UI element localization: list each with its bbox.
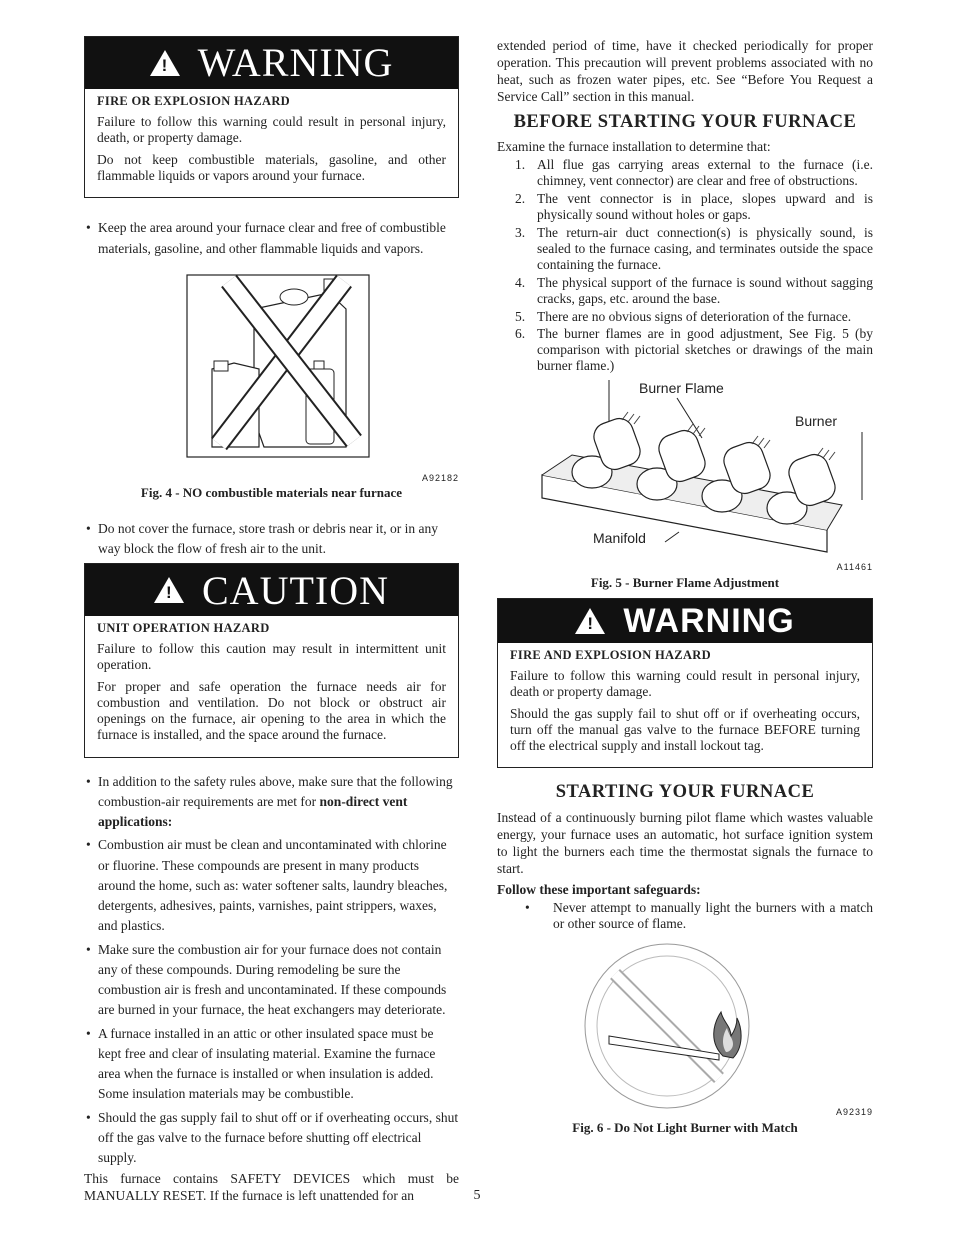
bullet-do-not-cover: • Do not cover the furnace, store trash or debris near it, or in any way block the flow of fresh air to the unit. [84, 519, 459, 560]
step-text: The vent connector is in place, slopes upward and is physically sound without holes or gaps. [537, 191, 873, 223]
before-starting-heading: BEFORE STARTING YOUR FURNACE [513, 111, 857, 132]
safeguards-label: Follow these important safeguards: [497, 881, 701, 897]
step-item [515, 191, 873, 223]
bullet-text: In addition to the safety rules above, make sure that the following combustion-air requirements are met for [98, 773, 453, 809]
warning-box-fire-explosion [84, 36, 459, 198]
safety-devices-paragraph: This furnace contains SAFETY DEVICES which must be MANUALLY RESET. If the furnace is left unattended for an [84, 1171, 459, 1204]
step-number: 1. [515, 157, 526, 173]
step-text: There are no obvious signs of deterioration of the furnace. [537, 308, 852, 324]
step-text: The burner flames are in good adjustment, See Fig. 5 (by comparison with pictorial sketches or drawings of the main burner flame.) [537, 326, 873, 374]
left-column [84, 36, 459, 1205]
page-number: 5 [473, 1188, 481, 1203]
figure-4 [84, 269, 459, 501]
figure-caption: Fig. 6 - Do Not Light Burner with Match [572, 1120, 798, 1136]
figure-6 [497, 938, 873, 1136]
step-item [515, 326, 873, 374]
no-match-illustration [497, 938, 873, 1118]
warning-subtitle: FIRE OR EXPLOSION HAZARD [97, 94, 290, 108]
step-item [515, 225, 873, 273]
caution-header [85, 564, 458, 616]
step-item [515, 275, 873, 307]
warning-box-fire-explosion-2 [497, 598, 873, 768]
step-number: 4. [515, 274, 526, 290]
bullet-item [84, 772, 459, 833]
step-text: The return-air duct connection(s) is physically sound, is sealed to the furnace casing, and terminates outside the space containing the furnace. [537, 224, 873, 272]
right-column [497, 38, 873, 1141]
label-burner: Burner [795, 413, 838, 430]
label-manifold: Manifold [593, 530, 646, 547]
step-text: All flue gas carrying areas external to the furnace (i.e. chimney, vent connector) are clear and free of obstructions. [537, 157, 873, 189]
safeguard-item [497, 900, 873, 932]
starting-furnace-heading: STARTING YOUR FURNACE [555, 782, 815, 803]
warning-paragraph: Do not keep combustible materials, gasoline, and other flammable liquids or vapors around your furnace. [97, 151, 446, 183]
warning-paragraph: Should the gas supply fail to shut off or if overheating occurs, turn off the manual gas valve to the furnace BEFORE turning off the electrical supply and install lockout tag. [510, 705, 860, 753]
bullet-item: • Combustion air must be clean and uncontaminated with chlorine or fluorine. These compounds are present in many products around the home, such as: water softener salts, laundry bleaches, detergents, adhesives, paints, varnishes, paint strippers, waxes, and plastics. [84, 835, 459, 936]
warning-triangle-icon [154, 577, 184, 603]
bullet-item: • Make sure the combustion air for your furnace does not contain any of these compounds. During remodeling be sure the combustion air is fresh and uncontaminated. If these compounds are burned in your furnace, the heat exchangers may deteriorate. [84, 940, 459, 1021]
safeguard-text: Never attempt to manually light the burners with a match or other source of flame. [553, 899, 873, 931]
before-starting-intro: Examine the furnace installation to determine that: [497, 139, 771, 155]
caution-paragraph: Failure to follow this caution may result in intermittent unit operation. [97, 641, 446, 672]
caution-subtitle: UNIT OPERATION HAZARD [97, 621, 270, 636]
figure-code: A92319 [835, 1107, 873, 1118]
step-text: The physical support of the furnace is sound without sagging cracks, gaps, etc. around the base. [537, 274, 873, 306]
step-number: 3. [515, 224, 526, 240]
warning-header [498, 599, 872, 643]
step-number: 2. [515, 191, 526, 207]
combustion-air-bullets [84, 772, 459, 1169]
burner-assembly-illustration [497, 380, 873, 570]
warning-triangle-icon [150, 50, 180, 76]
caution-paragraph: For proper and safe operation the furnace needs air for combustion and ventilation. Do not block or obstruct air openings on the furnace, air opening to the area in which the furnace is installed, and the space around the furnace. [97, 678, 446, 742]
bullet-bold-text: non-direct vent applications: [98, 793, 408, 830]
intro-paragraph: extended period of time, have it checked periodically for proper operation. This precaution will prevent problems associated with no heat, such as frozen water pipes, etc. See “Before You Request a Service Call” section in this manual. [497, 38, 873, 104]
step-number: 5. [515, 308, 526, 324]
figure-code: A11461 [836, 562, 873, 573]
caution-title: CAUTION [202, 567, 389, 613]
starting-paragraph: Instead of a continuously burning pilot flame which wastes valuable energy, your furnace uses an automatic, hot surface ignition system to light the burners each time the thermostat signals the furnace to start. [497, 810, 873, 876]
step-number: 6. [515, 326, 526, 342]
warning-title: WARNING [623, 602, 795, 641]
step-item [515, 309, 873, 325]
warning-subtitle: FIRE AND EXPLOSION HAZARD [510, 648, 711, 663]
label-burner-flame: Burner Flame [639, 380, 724, 397]
bullet-keep-clear: • Keep the area around your furnace clear and free of combustible materials, gasoline, and other flammable liquids and vapors. [84, 218, 459, 259]
figure-5 [497, 380, 873, 590]
figure-caption: Fig. 4 - NO combustible materials near furnace [140, 485, 403, 501]
warning-triangle-icon [575, 608, 605, 634]
caution-box-unit-operation [84, 563, 459, 757]
bullet-item: • Should the gas supply fail to shut off or if overheating occurs, shut off the gas valve to the furnace before shutting off electrical supply. [84, 1108, 459, 1169]
warning-paragraph: Failure to follow this warning could result in personal injury, death, or property damage. [97, 113, 446, 145]
warning-paragraph: Failure to follow this warning could result in personal injury, death or property damage. [510, 667, 860, 699]
step-item [515, 157, 873, 189]
figure-caption: Fig. 5 - Burner Flame Adjustment [590, 574, 780, 590]
bullet-marker: • [525, 899, 530, 915]
warning-title: WARNING [197, 40, 394, 86]
inspection-steps [515, 157, 873, 374]
figure-code: A92182 [421, 472, 459, 483]
bullet-item: • A furnace installed in an attic or other insulated space must be kept free and clear of insulating material. Examine the furnace area when the furnace is installed or when insulation is added. Some insulation materials may be combustible. [84, 1024, 459, 1105]
no-combustibles-illustration [84, 269, 459, 469]
warning-header [85, 37, 458, 89]
